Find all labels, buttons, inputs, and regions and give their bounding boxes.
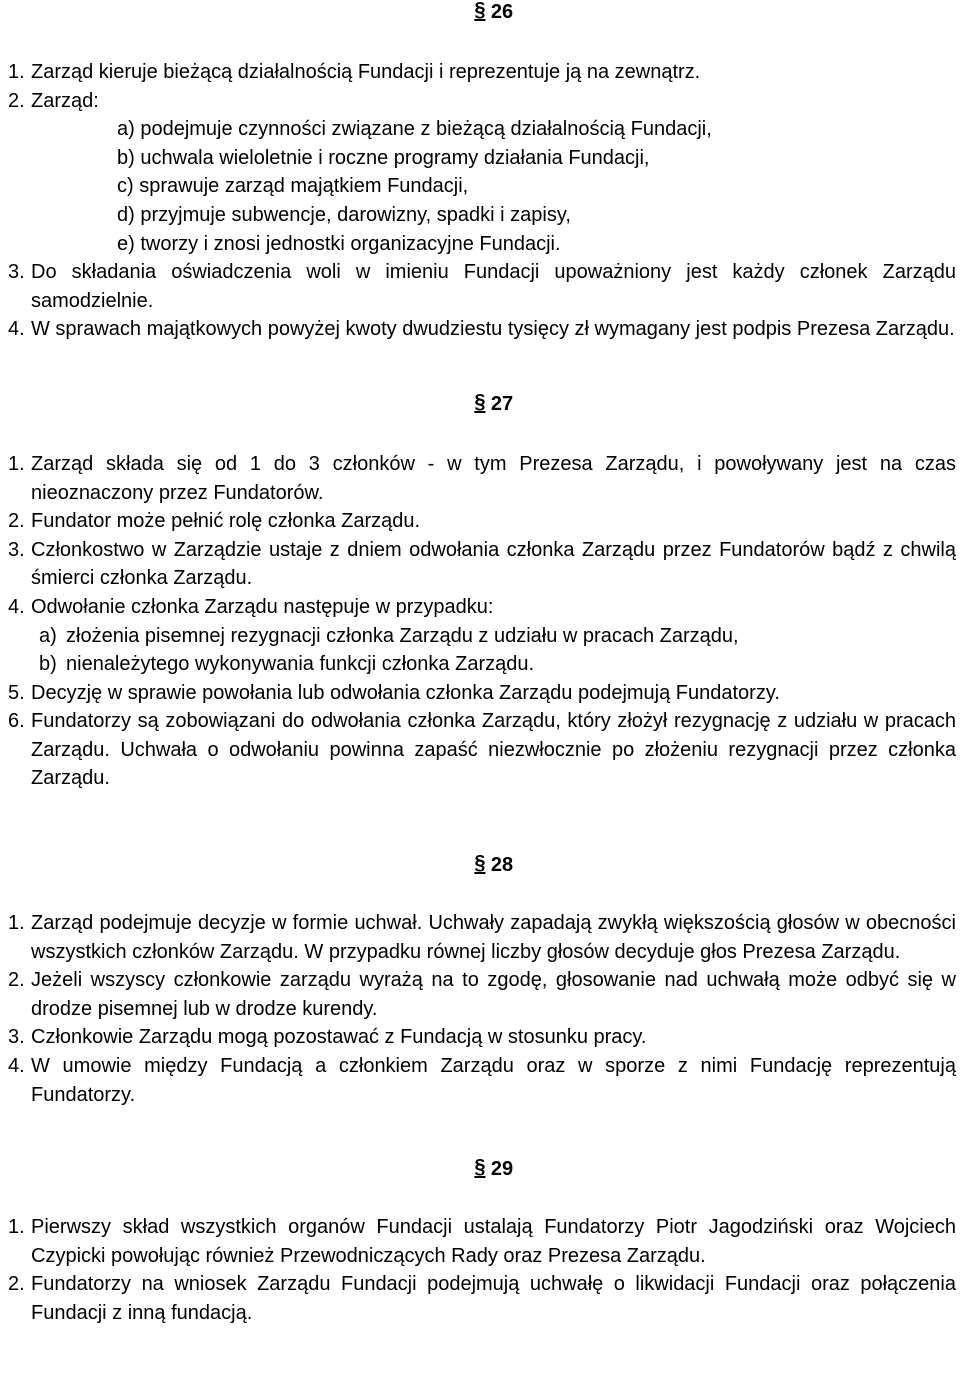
- section-symbol: §: [474, 390, 486, 413]
- paragraph-text: Fundatorzy na wniosek Zarządu Fundacji podejmują uchwałę o likwidacji Fundacji oraz połączenia Fundacji z inną fundacją.: [31, 1273, 956, 1324]
- paragraph-number: 3.: [8, 538, 25, 561]
- document-page: [8, 0, 956, 1328]
- section-number: 28: [490, 854, 514, 877]
- paragraph-number: 5.: [8, 681, 25, 704]
- paragraph-text: W sprawach majątkowych powyżej kwoty dwudziestu tysięcy zł wymagany jest podpis Prezesa Zarządu.: [31, 318, 955, 341]
- section-heading-28: [8, 851, 956, 879]
- paragraph-26-2: [8, 87, 956, 116]
- paragraph-text: Zarząd składa się od 1 do 3 członków - w tym Prezesa Zarządu, i powoływany jest na czas nieoznaczony przez Fundatorów.: [31, 452, 956, 504]
- paragraph-number: 2.: [8, 969, 25, 992]
- paragraph-27-2: [8, 507, 956, 536]
- section-symbol: §: [474, 0, 486, 21]
- list-item: b) uchwala wieloletnie i roczne programy działania Fundacji,: [117, 146, 650, 169]
- paragraph-number: 4.: [8, 595, 25, 618]
- section-number: 27: [490, 392, 514, 415]
- paragraph-26-3: [8, 258, 956, 315]
- paragraph-text: Fundator może pełnić rolę członka Zarządu.: [31, 510, 421, 533]
- paragraph-number: 1.: [8, 452, 25, 475]
- paragraph-29-1: [8, 1213, 956, 1270]
- paragraph-text: Zarząd kieruje bieżącą działalnością Fundacji i reprezentuje ją na zewnątrz.: [31, 61, 701, 83]
- paragraph-27-5: [8, 679, 956, 708]
- section-symbol: §: [474, 852, 486, 875]
- paragraph-text: Zarząd podejmuje decyzje w formie uchwał. Uchwały zapadają zwykłą większością głosów w obecności wszystkich członków Zarządu. W przypadku równej liczby głosów decyduje głos Prezesa Zarządu.: [31, 912, 956, 963]
- section-number: 29: [490, 1158, 514, 1181]
- list-item: [8, 650, 956, 679]
- paragraph-28-3: [8, 1023, 956, 1052]
- section-heading-27: [8, 390, 956, 418]
- paragraph-number: 3.: [8, 1026, 25, 1049]
- paragraph-26-4: [8, 315, 956, 344]
- section-number: 26: [490, 1, 514, 23]
- section-symbol: §: [474, 1156, 486, 1179]
- paragraph-29-2: [8, 1270, 956, 1327]
- section-heading-26: [8, 0, 956, 26]
- paragraph-number: 2.: [8, 89, 25, 112]
- paragraph-28-4: [8, 1052, 956, 1109]
- list-item: [8, 622, 956, 651]
- section-heading-29: [8, 1155, 956, 1183]
- list-item: e) tworzy i znosi jednostki organizacyjne Fundacji.: [117, 232, 561, 255]
- paragraph-text: Fundatorzy są zobowiązani do odwołania członka Zarządu, który złożył rezygnację z udziału w pracach Zarządu. Uchwała o odwołaniu powinna zapaść niezwłocznie po złożeniu rezygnacji przez członka Zarządu.: [31, 710, 956, 790]
- paragraph-text: W umowie między Fundacją a członkiem Zarządu oraz w sporze z nimi Fundację reprezentują Fundatorzy.: [31, 1055, 956, 1106]
- list-item: a) podejmuje czynności związane z bieżącą działalnością Fundacji,: [117, 118, 712, 141]
- paragraph-text: Zarząd:: [31, 89, 99, 112]
- paragraph-27-1: [8, 450, 956, 507]
- paragraph-27-6: [8, 707, 956, 793]
- paragraph-text: Odwołanie członka Zarządu następuje w przypadku:: [31, 595, 494, 618]
- paragraph-28-1: [8, 909, 956, 966]
- paragraph-text: Do składania oświadczenia woli w imieniu Fundacji upoważniony jest każdy członek Zarządu samodzielnie.: [31, 261, 956, 312]
- paragraph-27-3: [8, 536, 956, 593]
- paragraph-number: 1.: [8, 61, 25, 83]
- paragraph-text: Jeżeli wszyscy członkowie zarządu wyrażą na to zgodę, głosowanie nad uchwałą może odbyć się w drodze pisemnej lub w drodze kurendy.: [31, 969, 956, 1020]
- list-item-text: nienależytego wykonywania funkcji członka Zarządu.: [66, 653, 535, 676]
- paragraph-number: 2.: [8, 510, 25, 533]
- paragraph-text: Pierwszy skład wszystkich organów Fundacji ustalają Fundatorzy Piotr Jagodziński oraz Wojciech Czypicki powołując również Przewodniczących Rady oraz Prezesa Zarządu.: [31, 1216, 956, 1267]
- list-item: c) sprawuje zarząd majątkiem Fundacji,: [117, 175, 469, 198]
- list-item-text: złożenia pisemnej rezygnacji członka Zarządu z udziału w pracach Zarządu,: [66, 624, 739, 647]
- paragraph-27-4: [8, 593, 956, 622]
- paragraph-number: 4.: [8, 318, 25, 341]
- paragraph-number: 1.: [8, 1216, 25, 1239]
- paragraph-number: 6.: [8, 710, 25, 733]
- paragraph-number: 3.: [8, 261, 25, 284]
- paragraph-text: Członkowie Zarządu mogą pozostawać z Fundacją w stosunku pracy.: [31, 1026, 647, 1049]
- paragraph-text: Decyzję w sprawie powołania lub odwołania członka Zarządu podejmują Fundatorzy.: [31, 681, 780, 704]
- paragraph-28-2: [8, 966, 956, 1023]
- paragraph-number: 2.: [8, 1273, 25, 1296]
- paragraph-number: 1.: [8, 912, 25, 935]
- list-item-label: a): [39, 624, 57, 647]
- list-item-label: b): [39, 653, 57, 676]
- paragraph-text: Członkostwo w Zarządzie ustaje z dniem odwołania członka Zarządu przez Fundatorów bądź z chwilą śmierci członka Zarządu.: [31, 538, 956, 590]
- list-item: d) przyjmuje subwencje, darowizny, spadki i zapisy,: [117, 203, 571, 226]
- paragraph-number: 4.: [8, 1055, 25, 1078]
- paragraph-26-1: [8, 58, 956, 87]
